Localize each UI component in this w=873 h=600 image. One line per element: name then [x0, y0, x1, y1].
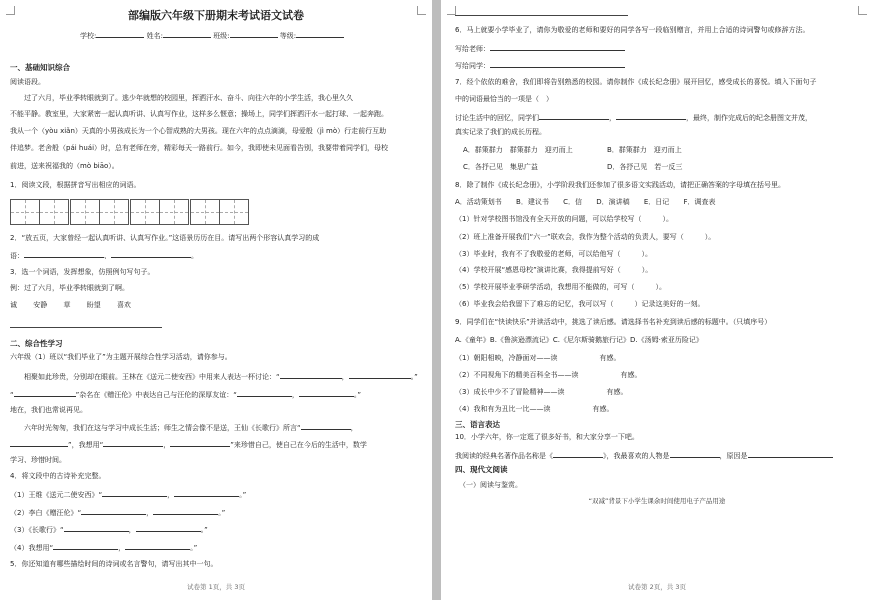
question-10-fragment: 我阅读的经典名著作品名称是《 — [455, 452, 553, 460]
answer-blank[interactable] — [553, 450, 603, 458]
name-label: 姓名: — [146, 32, 163, 40]
question-7: 7．经个依依的难舍，我们即将告别熟悉的校园。请你制作《成长纪念册》展开回忆，感受成长的喜悦。填入下面句子 — [455, 78, 817, 86]
word-option: 草 — [63, 301, 71, 309]
option-d[interactable]: D．各抒己见 若一反三 — [607, 163, 683, 171]
question-9-item: （2）不同视角下的精美百科全书——读 有感。 — [455, 371, 642, 379]
answer-blank[interactable] — [53, 542, 118, 550]
section-heading: 二、综合性学习 — [10, 339, 63, 348]
answer-blank[interactable] — [301, 422, 351, 430]
class-label: 班级: — [213, 32, 230, 40]
word-option: 喜欢 — [116, 301, 131, 309]
question-9-item: （4）我和有为丑比一比——读 有感。 — [455, 405, 614, 413]
question-4-label: （1）王维《送元二使安西》“ — [10, 491, 103, 499]
section-2-fragment: 六年时光匆匆，我们在这与学习中成长生活；师生之情会像不是送，王仙《长歌行》所言“ — [10, 424, 301, 432]
question-4-item: （1）王维《送元二使安西》“ ， 。” — [10, 491, 247, 499]
answer-blank[interactable] — [490, 60, 625, 68]
passage-line: 伴追梦。老舍般（pái huái）时，总有老师在旁，精彩每天一路前行。如今，我即使未见面看告别，我要带着同学们，母校 — [10, 144, 389, 152]
read-prompt: 阅读语段。 — [10, 78, 45, 86]
school-label: 学校: — [80, 32, 97, 40]
exam-page-1 — [0, 0, 432, 600]
question-2-answer: 语： 、 。 — [10, 252, 198, 260]
question-2: 2．“放五页，大家曾经一起认真听讲、认真写作业。”这语景历历在目。请写出两个形容认真学习的成 — [10, 234, 320, 242]
section-2-text: “ ”杂名在《赠汪伦》中表达自己与汪伦的深厚友谊：“ ， 。” — [10, 391, 362, 399]
question-8-item: （4）学校开展“感恩母校”演讲比赛，我得提前写好（ ）。 — [455, 266, 653, 274]
class-blank[interactable] — [230, 30, 278, 38]
question-4-label: （3）《长歌行》“ — [10, 526, 64, 534]
question-8-item: （2）班上准备开展我们“六一”联欢会，我作为整个活动的负责人，要写（ ）。 — [455, 233, 716, 241]
answer-blank[interactable] — [349, 371, 411, 379]
question-3: 3．选一个词语，发挥想象，仿照例句写句子。 — [10, 268, 155, 276]
crop-mark — [858, 6, 867, 15]
section-2-fragment: 相聚如此珍贵，分别却在眼前。王林在《送元二使安西》中用来人表达一杯讨论：“ — [10, 373, 280, 381]
section-2-fragment: ”来珍惜自己，使自己在今后的生活中，数学 — [230, 441, 367, 449]
passage-line: 前进，送来祝福我的（mò biāo）。 — [10, 162, 119, 170]
grid-cell[interactable] — [219, 199, 249, 225]
word-option: 诚 — [10, 301, 17, 309]
passage-line: 我从一个（yòu xiǎn）天真的小男孩成长为一个心智成熟的大男孩。现在六年的点点滴滴，母爱般（jì mò）行走前行互助 — [10, 127, 387, 135]
answer-blank[interactable] — [280, 371, 342, 379]
section-2-fragment: ”杂名在《赠汪伦》中表达自己与汪伦的深厚友谊：“ — [75, 391, 237, 399]
grid-cell[interactable] — [70, 199, 100, 225]
option: A．活动策划书 — [455, 198, 502, 206]
question-4-item: （4）我想用“ ， 。” — [10, 544, 198, 552]
question-7: 中的词语最恰当的一项是（ ） — [455, 95, 553, 103]
question-8-item: （5）学校开展毕业季研学活动，我想用不能做的，可写（ ）。 — [455, 283, 666, 291]
question-8: 8．除了制作《成长纪念册》，小学阶段我们还参加了很多语文实践活动，请把正确答案的字母填在括号里。 — [455, 181, 785, 189]
answer-line[interactable] — [10, 327, 162, 328]
section-2-intro: 六年级（1）班以“我们毕业了”为主题开展综合性学习活动，请你参与。 — [10, 353, 232, 361]
answer-blank[interactable] — [670, 450, 720, 458]
question-4-item: （2）李白《赠汪伦》“ ， 。” — [10, 509, 226, 517]
question-4-item: （3）《长歌行》“ ， 。” — [10, 526, 208, 534]
section-heading: 一、基础知识综合 — [10, 63, 70, 72]
grid-cell[interactable] — [190, 199, 220, 225]
answer-blank[interactable] — [237, 389, 292, 397]
question-10-fragment: 》，我最喜欢的人物是 — [603, 452, 670, 460]
option: D．演讲稿 — [596, 198, 630, 206]
page-footer: 试卷第 2页，共 3页 — [628, 583, 686, 591]
question-10-fragment: ，原因是 — [719, 452, 748, 460]
question-8-item: （3）毕业时，我有不了我敬爱的老师，可以给他写（ ）。 — [455, 250, 652, 258]
section-2-text: 六年时光匆匆，我们在这与学习中成长生活；师生之情会像不是送，王仙《长歌行》所言“ ， — [10, 424, 358, 432]
question-7-text: 真实记录了我们的成长历程。 — [455, 128, 546, 136]
question-2-label: 语： — [10, 252, 24, 260]
name-blank[interactable] — [163, 30, 211, 38]
answer-blank[interactable] — [14, 389, 76, 397]
grid-cell[interactable] — [39, 199, 69, 225]
answer-blank[interactable] — [102, 489, 167, 497]
question-9-item: （3）成长中少不了冒险精神——读 有感。 — [455, 388, 628, 396]
question-9-books: A.《童年》B.《鲁滨逊漂流记》C.《尼尔斯骑鹅旅行记》D.《汤姆·索亚历险记》 — [455, 336, 703, 344]
grid-cell[interactable] — [10, 199, 40, 225]
student-info-row — [80, 30, 344, 41]
option-a[interactable]: A．群策群力 群策群力 迎刃而上 — [463, 146, 573, 154]
question-6: 6．马上就要小学毕业了，请你为敬爱的老师和要好的同学各写一段临别赠言，并用上合适的诗词警句或修辞方法。 — [455, 26, 810, 34]
grid-cell[interactable] — [99, 199, 129, 225]
grid-cell[interactable] — [159, 199, 189, 225]
question-4-label: （4）我想用“ — [10, 544, 54, 552]
teacher-label: 写给老师： — [455, 45, 490, 53]
question-8-item: （6）毕业我会给我留下了难忘的记忆，我可以写（ ）记录这美好的一刻。 — [455, 300, 705, 308]
classmate-label: 写给同学： — [455, 62, 490, 70]
question-9-item: （1）朝阳相映，冷静面对——读 有感。 — [455, 354, 621, 362]
answer-line[interactable] — [455, 15, 628, 16]
option: F．调查表 — [683, 198, 716, 206]
answer-blank[interactable] — [10, 439, 68, 447]
question-9: 9．同学们在“快读快乐”并读活动中，挑选了读后感。请选择书名补充到读后感的标题中。（只填序号） — [455, 318, 772, 326]
option: B．建议书 — [516, 198, 549, 206]
section-heading: 三、语言表达 — [455, 420, 500, 429]
passage-line: 不能平静。教室里，大家紧密一起认真听讲、认真写作业，这样多么惬意；操场上，同学们挥洒汗水一起打球、一起奔跑。 — [10, 110, 388, 118]
section-2-text: 地在，我们也常说再见。 — [10, 406, 87, 414]
subsection-heading: （一）阅读与鉴赏。 — [459, 481, 522, 489]
section-2-text: 学习、珍惜时间。 — [10, 456, 66, 464]
section-2-text: 相聚如此珍贵，分别却在眼前。王林在《送元二使安西》中用来人表达一杯讨论：“ ， 。” — [10, 373, 418, 381]
answer-blank[interactable] — [125, 542, 190, 550]
answer-blank[interactable] — [748, 450, 833, 458]
question-10-text — [455, 450, 833, 461]
option: C．信 — [563, 198, 582, 206]
section-heading: 四、现代文阅读 — [455, 465, 508, 474]
passage-line: 过了六月，毕业季转眼就到了。逃少年就想的校园里，挥洒汗水、奋斗、向往六年的小学生活，我心里久久 — [10, 94, 353, 102]
page-footer: 试卷第 1页，共 3页 — [187, 583, 245, 591]
answer-blank[interactable] — [136, 524, 201, 532]
word-option: 安静 — [33, 301, 48, 309]
answer-blank[interactable] — [616, 112, 686, 120]
score-blank[interactable] — [296, 30, 344, 38]
section-2-fragment: ”，我想用“ — [68, 441, 104, 449]
answer-blank[interactable] — [539, 112, 609, 120]
word-bank — [10, 301, 131, 310]
section-2-text: ”，我想用“ ， ”来珍惜自己，使自己在今后的生活中，数学 — [10, 439, 367, 450]
score-label: 等级: — [279, 32, 297, 40]
answer-blank[interactable] — [299, 389, 354, 397]
question-4-label: （2）李白《赠汪伦》“ — [10, 509, 82, 517]
option: E．日记 — [643, 198, 670, 206]
crop-mark — [447, 6, 456, 15]
answer-blank[interactable] — [24, 250, 104, 258]
question-4: 4．将文段中的古诗补充完整。 — [10, 472, 106, 480]
exam-page-2 — [441, 0, 873, 600]
passage-title: “双减”背景下小学生课余时间使用电子产品用途 — [588, 497, 726, 505]
question-8-item: （1）针对学校图书馆没有全天开放的问题，可以给学校写（ ）。 — [455, 215, 673, 223]
question-10: 10．小学六年，你一定逛了很多好书，和大家分享一下吧。 — [455, 433, 639, 441]
question-6-classmate — [455, 60, 625, 71]
answer-blank[interactable] — [174, 489, 239, 497]
school-blank[interactable] — [96, 30, 144, 38]
answer-blank[interactable] — [490, 43, 625, 51]
answer-blank[interactable] — [64, 524, 129, 532]
question-5: 5．你还知道有哪些描绘时间的诗词或名言警句，请写出其中一句。 — [10, 560, 218, 568]
question-7-fragment: 讨论生活中的回忆，同学们 — [455, 114, 539, 122]
question-8-options — [455, 198, 716, 207]
question-7-text: 讨论生活中的回忆，同学们 ， ，最终，制作完成后的纪念册图文并茂， — [455, 114, 812, 122]
option-c[interactable]: C．各抒己见 集思广益 — [463, 163, 538, 171]
answer-blank[interactable] — [153, 507, 218, 515]
question-6-teacher — [455, 43, 625, 54]
answer-blank[interactable] — [170, 439, 230, 447]
option-b[interactable]: B．群策群力 迎刃而上 — [607, 146, 682, 154]
grid-cell[interactable] — [130, 199, 160, 225]
answer-blank[interactable] — [81, 507, 146, 515]
answer-blank[interactable] — [103, 439, 163, 447]
exam-title: 部编版六年级下册期末考试语文试卷 — [128, 9, 304, 22]
word-option: 盼望 — [86, 301, 101, 309]
question-3-example: 例：过了六月，毕业季转眼就到了啊。 — [10, 284, 129, 292]
question-7-fragment: ，最终，制作完成后的纪念册图文并茂， — [686, 114, 812, 122]
question-1: 1．阅读文段，根据拼音写出相应的词语。 — [10, 181, 141, 189]
answer-blank[interactable] — [111, 250, 191, 258]
